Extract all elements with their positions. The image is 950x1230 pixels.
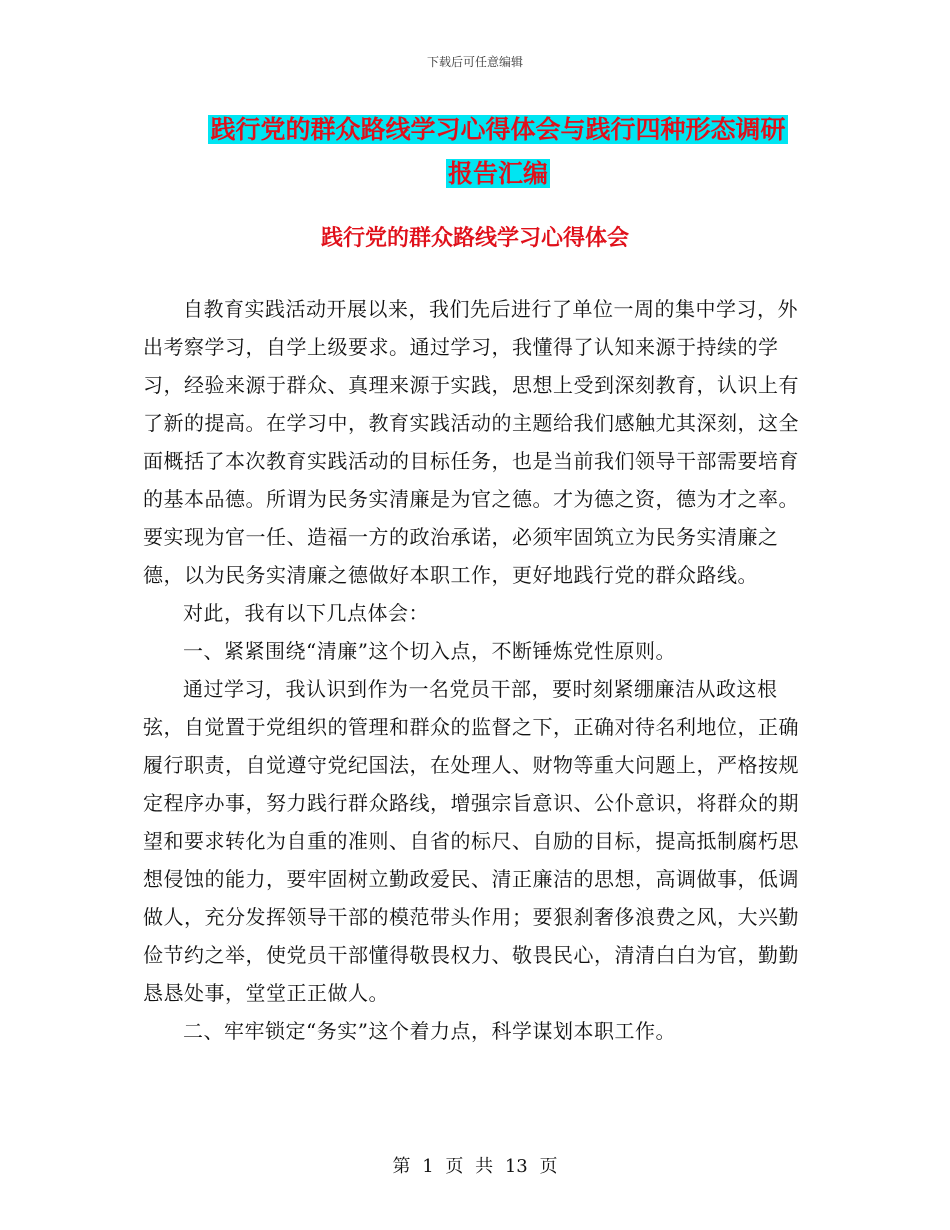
document-title-line-2: 报告汇编 [447, 159, 548, 188]
page-number: 第 1 页 共 13 页 [392, 1156, 558, 1177]
document-body [143, 290, 813, 1050]
header-note: 下载后可任意编辑 [426, 55, 523, 69]
body-paragraph: 二、牢牢锁定“务实”这个着力点，科学谋划本职工作。 [183, 1019, 676, 1043]
body-paragraph: 通过学习，我认识到作为一名党员干部，要时刻紧绷廉洁从政这根弦，自觉置于党组织的管理和群众的监督之下，正确对待名利地位，正确履行职责，自觉遵守党纪国法，在处理人、财物等重大问题上，严格按规定程序办事，努力践行群众路线，增强宗旨意识、公仆意识，将群众的期望和要求转化为自重的准则、自省的标尺、自励的目标，提高抵制腐朽思想侵蚀的能力，要牢固树立勤政爱民、清正廉洁的思想，高调做事，低调做人，充分发挥领导干部的模范带头作用；要狠刹奢侈浪费之风，大兴勤俭节约之举，使党员干部懂得敬畏权力、敬畏民心，清清白白为官，勤勤恳恳处事，堂堂正正做人。 [143, 677, 799, 1005]
body-paragraph: 自教育实践活动开展以来，我们先后进行了单位一周的集中学习，外出考察学习，自学上级要求。通过学习，我懂得了认知来源于持续的学习，经验来源于群众、真理来源于实践，思想上受到深刻教育，认识上有了新的提高。在学习中，教育实践活动的主题给我们感触尤其深刻，这全面概括了本次教育实践活动的目标任务，也是当前我们领导干部需要培育的基本品德。所谓为民务实清廉是为官之德。才为德之资，德为才之率。要实现为官一任、造福一方的政治承诺，必须牢固筑立为民务实清廉之德，以为民务实清廉之德做好本职工作，更好地践行党的群众路线。 [143, 297, 799, 587]
body-paragraph: 一、紧紧围绕“清廉”这个切入点，不断锤炼党性原则。 [183, 639, 676, 663]
document-title [192, 108, 804, 196]
section-title: 践行党的群众路线学习心得体会 [320, 226, 629, 251]
document-title-line-1: 践行党的群众路线学习心得体会与践行四种形态调研 [210, 115, 786, 144]
body-paragraph: 对此，我有以下几点体会： [183, 601, 429, 625]
